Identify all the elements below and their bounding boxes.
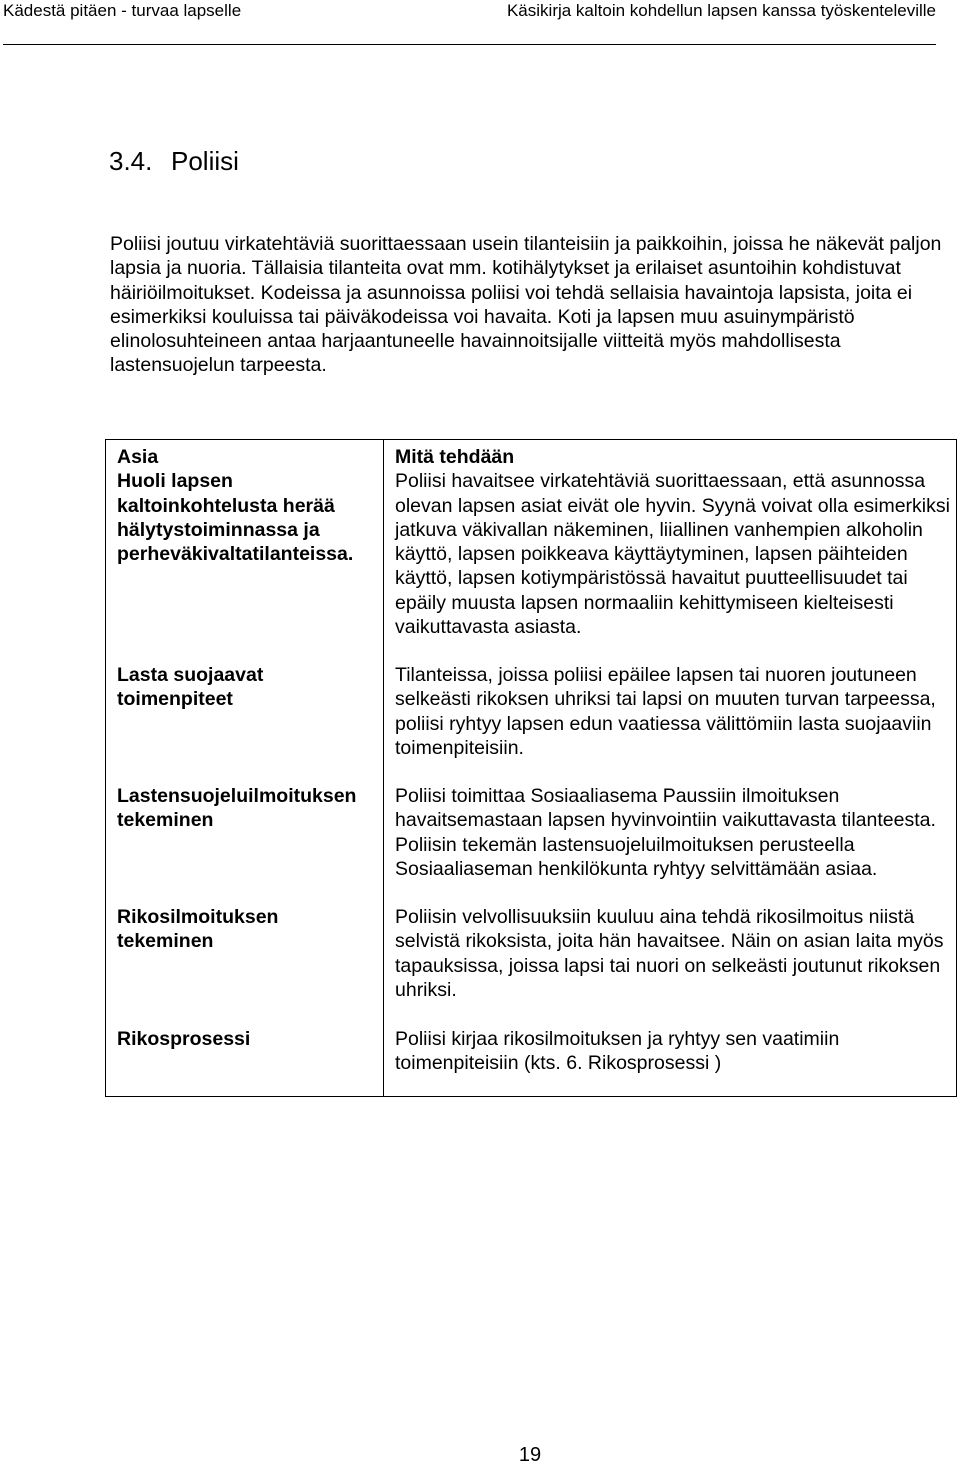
column-header-mita: Mitä tehdään bbox=[395, 446, 515, 468]
asia-text: Rikosilmoituksen tekeminen bbox=[117, 906, 279, 953]
mita-text: Tilanteissa, joissa poliisi epäilee lapsen tai nuoren joutuneen selkeästi rikoksen uhriksi tai lapsi on muuten turvan tarpeessa, poliisi ryhtyy lapsen edun vaatiessa välittömiin lasta suojaaviin toimenpiteisiin. bbox=[395, 664, 936, 759]
table-row-asia bbox=[117, 663, 379, 712]
procedure-table bbox=[105, 439, 957, 1097]
running-header bbox=[3, 0, 936, 45]
section-title: Poliisi bbox=[171, 146, 239, 176]
mita-text: Poliisi kirjaa rikosilmoituksen ja ryhtyy sen vaatimiin toimenpiteisiin (kts. 6. Rikosprosessi ) bbox=[395, 1028, 840, 1075]
asia-text: Lastensuojeluilmoituksen tekeminen bbox=[117, 785, 357, 832]
asia-text: Rikosprosessi bbox=[117, 1028, 251, 1050]
table-row-mita bbox=[395, 1027, 951, 1076]
asia-text: Lasta suojaavat toimenpiteet bbox=[117, 664, 264, 711]
table-row-mita bbox=[395, 784, 951, 881]
mita-text: Poliisin velvollisuuksiin kuuluu aina tehdä rikosilmoitus niistä selvistä rikoksista, joita hän havaitsee. Näin on asian laita myös tapauksissa, joissa lapsi tai nuori on selkeästi joutunut rikoksen uhriksi. bbox=[395, 906, 944, 1001]
column-divider bbox=[383, 440, 384, 1096]
mita-text: Poliisi havaitsee virkatehtäviä suorittaessaan, että asunnossa olevan lapsen asiat eivät ole hyvin. Syynä voivat olla esimerkiksi jatkuva väkivallan näkeminen, liiallinen vanhempien alkoholin käyttö, lapsen poikkeava käyttäytyminen, lapsen päihteiden käyttö, lapsen kotiympäristössä havaitut puutteellisuudet tai epäily muusta lapsen normaaliin kehittymiseen kielteisesti vaikuttavasta asiasta. bbox=[395, 470, 950, 639]
table-row-asia bbox=[117, 1027, 379, 1051]
intro-paragraph: Poliisi joutuu virkatehtäviä suorittaessaan usein tilanteisiin ja paikkoihin, joissa he näkevät paljon lapsia ja nuoria. Tällaisia tilanteita ovat mm. kotihälytykset ja erilaiset asuntoihin kohdistuvat häiriöilmoitukset. Kodeissa ja asunnoissa poliisi voi tehdä sellaisia havaintoja lapsista, joita ei esimerkiksi kouluissa tai päiväkodeissa voi havaita. Koti ja lapsen muu asuinympäristö elinolosuhteineen antaa harjaantuneelle havainnoitsijalle viitteitä myös mahdollisesta lastensuojelun tarpeesta. bbox=[110, 233, 942, 377]
section-number: 3.4. bbox=[109, 146, 153, 176]
table-row-asia bbox=[117, 905, 379, 954]
table-row-mita bbox=[395, 905, 951, 1002]
page-number: 19 bbox=[518, 1444, 542, 1466]
column-header-asia: Asia bbox=[117, 446, 159, 468]
header-document-title: Kädestä pitäen - turvaa lapselle bbox=[3, 1, 242, 20]
asia-text: Huoli lapsen kaltoinkohtelusta herää hälytystoiminnassa ja perheväkivaltatilanteissa. bbox=[117, 470, 354, 566]
table-row-asia bbox=[117, 784, 379, 833]
table-row-mita bbox=[395, 663, 951, 760]
table-row-mita bbox=[395, 445, 951, 639]
mita-text: Poliisi toimittaa Sosiaaliasema Paussiin ilmoituksen havaitsemastaan lapsen hyvinvointiin vaikuttavasta tilanteesta. Poliisin tekemän lastensuojeluilmoituksen perusteella Sosiaaliaseman henkilökunta ryhtyy selvittämään asiaa. bbox=[395, 785, 936, 880]
section-heading bbox=[109, 144, 239, 178]
header-handbook-title: Käsikirja kaltoin kohdellun lapsen kanssa työskenteleville bbox=[506, 1, 936, 20]
table-row-asia bbox=[117, 445, 379, 566]
